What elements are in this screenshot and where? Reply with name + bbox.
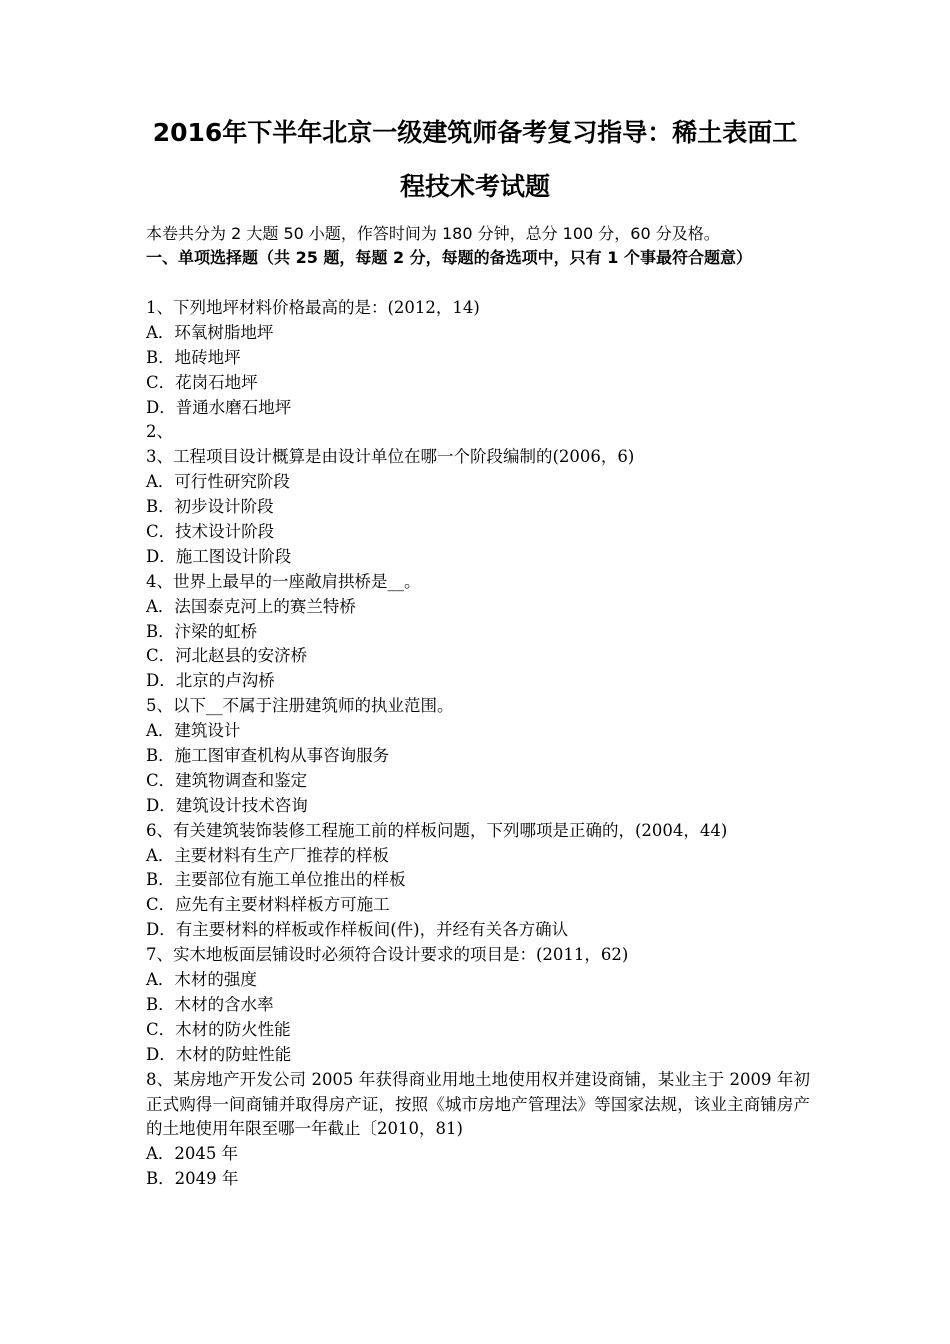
option-text: B．木材的含水率 <box>146 994 274 1014</box>
option-text: C．河北赵县的安济桥 <box>146 646 308 666</box>
option-text: C．技术设计阶段 <box>146 522 275 542</box>
question-text: 8、某房地产开发公司 2005 年获得商业用地土地使用权并建设商铺，某业主于 2009 年初正式购得一间商铺并取得房产证，按照《城市房地产管理法》等国家法规，该业主商铺房产的土地使用年限至哪一年截止〔2010，81) <box>146 1069 810 1139</box>
question-text: 7、实木地板面层铺设时必须符合设计要求的项目是：(2011，62) <box>146 945 629 965</box>
option-text: A．环氧树脂地坪 <box>146 322 274 342</box>
option-text: A．木材的强度 <box>146 970 257 990</box>
question-list <box>146 296 810 1192</box>
question-text: 1、下列地坪材料价格最高的是：(2012，14) <box>146 298 480 317</box>
option-text: B．施工图审查机构从事咨询服务 <box>146 746 390 766</box>
option-text: A．2045 年 <box>146 1144 239 1164</box>
option-text: A．主要材料有生产厂推荐的样板 <box>146 845 389 865</box>
question-text: 2、 <box>146 422 173 442</box>
question-text: 6、有关建筑装饰装修工程施工前的样板问题，下列哪项是正确的，(2004，44) <box>146 820 728 840</box>
section-heading: 一、单项选择题（共 25 题，每题 2 分，每题的备选项中，只有 1 个事最符合题意） <box>146 248 752 267</box>
option-text: B．2049 年 <box>146 1169 239 1189</box>
question-text: 5、以下__不属于注册建筑师的执业范围。 <box>146 696 454 716</box>
option-text: A．建筑设计 <box>146 721 241 741</box>
document-title-line-1: 2016年下半年北京一级建筑师备考复习指导：稀土表面工 <box>152 118 798 147</box>
option-text: D．施工图设计阶段 <box>146 546 292 566</box>
option-text: D．有主要材料的样板或作样板间(件)，并经有关各方确认 <box>146 920 569 940</box>
exam-intro: 本卷共分为 2 大题 50 小题，作答时间为 180 分钟，总分 100 分，60 分及格。 <box>146 224 720 243</box>
option-text: D．北京的卢沟桥 <box>146 671 275 691</box>
option-text: B．主要部位有施工单位推出的样板 <box>146 870 406 890</box>
option-text: D．木材的防蛀性能 <box>146 1044 292 1064</box>
document-title-line-2: 程技术考试题 <box>399 172 550 201</box>
option-text: D．建筑设计技术咨询 <box>146 795 308 815</box>
question-text: 4、世界上最早的一座敞肩拱桥是__。 <box>146 571 421 591</box>
option-text: A．可行性研究阶段 <box>146 472 290 492</box>
option-text: C．木材的防火性能 <box>146 1019 291 1039</box>
option-text: B．初步设计阶段 <box>146 497 274 517</box>
question-text: 3、工程项目设计概算是由设计单位在哪一个阶段编制的(2006，6) <box>146 447 635 467</box>
option-text: B．汴梁的虹桥 <box>146 621 258 641</box>
option-text: A．法国泰克河上的赛兰特桥 <box>146 596 356 616</box>
option-text: C．应先有主要材料样板方可施工 <box>146 895 390 915</box>
option-text: C．建筑物调查和鉴定 <box>146 770 308 790</box>
option-text: D．普通水磨石地坪 <box>146 397 292 417</box>
option-text: B．地砖地坪 <box>146 347 241 367</box>
option-text: C．花岗石地坪 <box>146 372 258 392</box>
